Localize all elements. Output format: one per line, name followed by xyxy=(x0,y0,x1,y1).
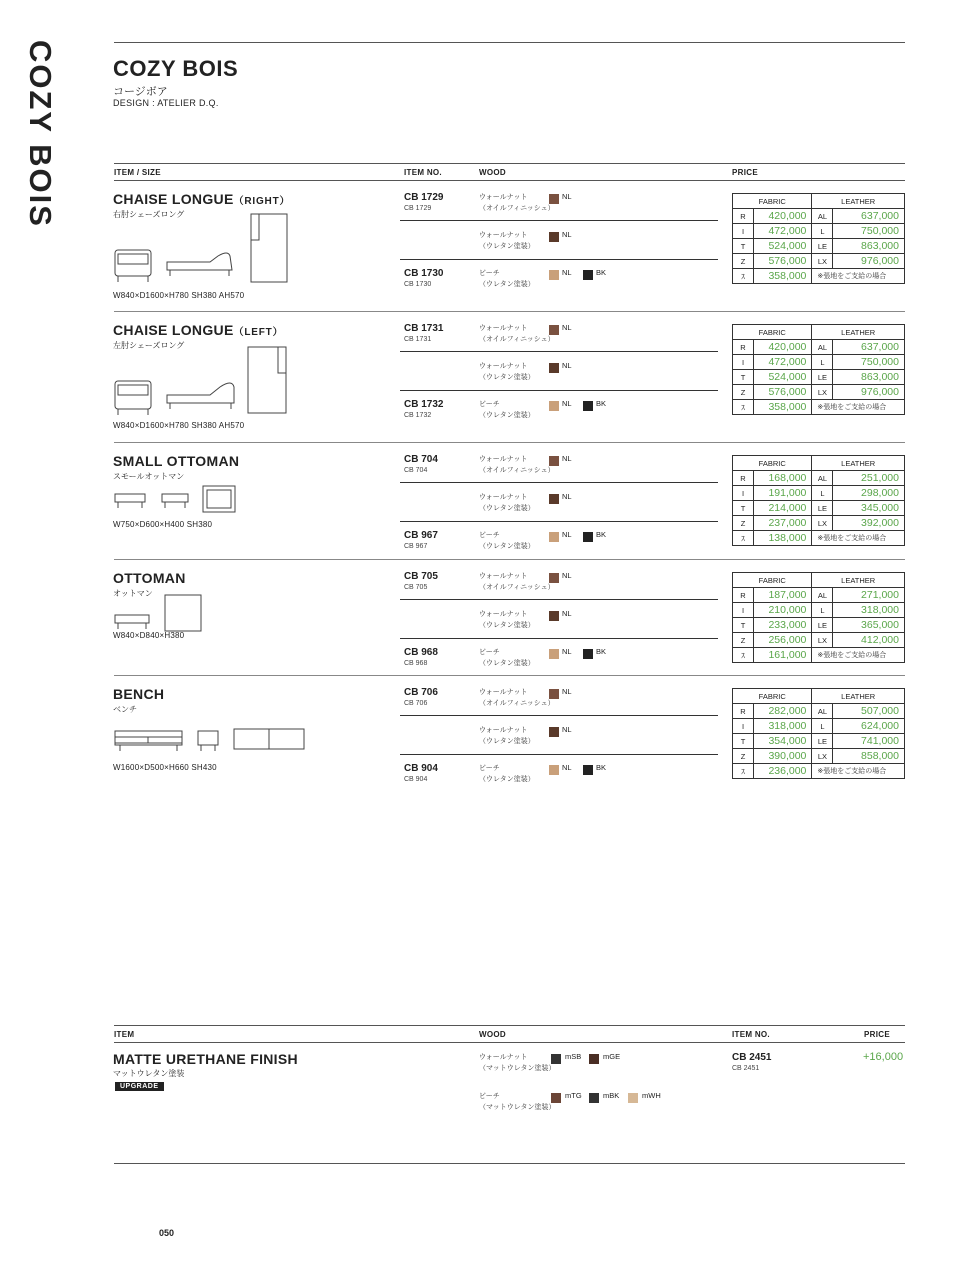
price-value-leather: 318,000 xyxy=(833,603,905,618)
price-grade: I xyxy=(733,486,754,501)
price-value-fabric: 282,000 xyxy=(754,704,812,719)
price-value-fabric: 168,000 xyxy=(754,471,812,486)
col-header-itemno: ITEM NO. xyxy=(404,168,442,177)
swatch-beech-bk xyxy=(583,270,593,280)
price-grade: ｽ xyxy=(733,531,754,546)
wood-divider xyxy=(400,599,718,600)
wood-walnut-urethane: ウォールナット （ウレタン塗装） xyxy=(479,494,535,512)
price-grade: T xyxy=(733,370,754,385)
upgrade-rule-bottom xyxy=(114,1163,905,1164)
item-number-sub: CB 904 xyxy=(404,776,428,783)
swatch-label-nl: NL xyxy=(562,399,572,408)
price-value-fabric: 354,000 xyxy=(754,734,812,749)
price-value-supply: 138,000 xyxy=(754,531,812,546)
itemno-divider xyxy=(400,638,718,639)
swatch-label-nl: NL xyxy=(562,361,572,370)
price-table xyxy=(732,688,905,779)
price-grade: LX xyxy=(812,749,833,764)
upgrade-item-number: CB 2451 xyxy=(732,1052,772,1063)
swatch-label-nl: NL xyxy=(562,492,572,501)
price-grade: T xyxy=(733,734,754,749)
price-value-fabric: 237,000 xyxy=(754,516,812,531)
swatch-beech-bk xyxy=(583,532,593,542)
price-grade: ｽ xyxy=(733,269,754,284)
wood-beech: ビーチ （ウレタン塗装） xyxy=(479,765,535,783)
upgrade-header-wood: WOOD xyxy=(479,1030,506,1039)
price-header-leather: LEATHER xyxy=(812,573,905,588)
leather-supply-note: ※張地をご支給の場合 xyxy=(812,400,905,415)
swatch-label-nl: NL xyxy=(562,230,572,239)
product-name-jp: オットマン xyxy=(113,589,153,598)
price-value-fabric: 187,000 xyxy=(754,588,812,603)
swatch-mbk xyxy=(589,1093,599,1103)
price-value-fabric: 472,000 xyxy=(754,355,812,370)
price-value-fabric: 576,000 xyxy=(754,254,812,269)
price-grade: LE xyxy=(812,734,833,749)
swatch-beech-nl xyxy=(549,765,559,775)
wood-walnut-urethane: ウォールナット （ウレタン塗装） xyxy=(479,727,535,745)
swatch-label-bk: BK xyxy=(596,268,607,277)
swatch-label-nl: NL xyxy=(562,268,572,277)
upgrade-header-itemno: ITEM NO. xyxy=(732,1030,770,1039)
price-value-fabric: 191,000 xyxy=(754,486,812,501)
price-value-leather: 365,000 xyxy=(833,618,905,633)
price-grade: LX xyxy=(812,385,833,400)
price-value-supply: 358,000 xyxy=(754,400,812,415)
price-value-fabric: 576,000 xyxy=(754,385,812,400)
product-name: SMALL OTTOMAN xyxy=(113,453,240,469)
swatch-label-nl: NL xyxy=(562,687,572,696)
price-grade: LE xyxy=(812,370,833,385)
swatch-mtg xyxy=(551,1093,561,1103)
price-grade: R xyxy=(733,471,754,486)
leather-supply-note: ※張地をご支給の場合 xyxy=(812,269,905,284)
price-grade: I xyxy=(733,224,754,239)
price-value-supply: 236,000 xyxy=(754,764,812,779)
col-header-wood: WOOD xyxy=(479,168,506,177)
price-grade: Z xyxy=(733,385,754,400)
price-value-fabric: 318,000 xyxy=(754,719,812,734)
upgrade-item-number-sub: CB 2451 xyxy=(732,1065,760,1072)
item-number-sub: CB 704 xyxy=(404,467,428,474)
swatch-label-nl: NL xyxy=(562,763,572,772)
wood-walnut-urethane: ウォールナット （ウレタン塗装） xyxy=(479,363,535,381)
product-illustration xyxy=(110,343,300,428)
price-grade: T xyxy=(733,239,754,254)
swatch-label-bk: BK xyxy=(596,763,607,772)
price-grade: AL xyxy=(812,588,833,603)
wood-beech: ビーチ （ウレタン塗装） xyxy=(479,649,535,667)
item-number: CB 704 xyxy=(404,454,438,465)
price-value-leather: 863,000 xyxy=(833,370,905,385)
price-grade: T xyxy=(733,501,754,516)
product-dimensions: W750×D600×H400 SH380 xyxy=(113,520,213,529)
collection-kana: コージボア xyxy=(113,86,168,98)
price-value-fabric: 256,000 xyxy=(754,633,812,648)
price-grade: LX xyxy=(812,633,833,648)
swatch-walnut-urethane xyxy=(549,727,559,737)
price-value-leather: 298,000 xyxy=(833,486,905,501)
price-grade: L xyxy=(812,355,833,370)
price-value-fabric: 233,000 xyxy=(754,618,812,633)
upgrade-rule-top xyxy=(114,1025,905,1026)
price-table xyxy=(732,324,905,415)
swatch-label-mge: mGE xyxy=(603,1052,621,1061)
price-grade: L xyxy=(812,224,833,239)
item-number-sub: CB 1729 xyxy=(404,205,432,212)
price-value-leather: 392,000 xyxy=(833,516,905,531)
price-header-leather: LEATHER xyxy=(812,325,905,340)
swatch-walnut-oil xyxy=(549,325,559,335)
swatch-mwh xyxy=(628,1093,638,1103)
item-number-sub: CB 705 xyxy=(404,584,428,591)
wood-walnut-oil: ウォールナット （オイルフィニッシュ） xyxy=(479,689,555,707)
price-header-fabric: FABRIC xyxy=(733,573,812,588)
product-illustration xyxy=(110,210,300,295)
product-name-jp: ベンチ xyxy=(113,705,137,714)
price-value-leather: 637,000 xyxy=(833,209,905,224)
swatch-label-nl: NL xyxy=(562,454,572,463)
wood-walnut-urethane: ウォールナット （ウレタン塗装） xyxy=(479,232,535,250)
price-grade: R xyxy=(733,340,754,355)
price-grade: I xyxy=(733,603,754,618)
price-grade: Z xyxy=(733,749,754,764)
price-value-supply: 358,000 xyxy=(754,269,812,284)
wood-walnut-oil: ウォールナット （オイルフィニッシュ） xyxy=(479,573,555,591)
price-grade: L xyxy=(812,603,833,618)
wood-walnut-urethane: ウォールナット （ウレタン塗装） xyxy=(479,611,535,629)
product-name-jp: 左肘シェーズロング xyxy=(113,341,185,350)
price-header-leather: LEATHER xyxy=(812,456,905,471)
price-value-leather: 750,000 xyxy=(833,224,905,239)
price-header-leather: LEATHER xyxy=(812,689,905,704)
item-number: CB 706 xyxy=(404,687,438,698)
leather-supply-note: ※張地をご支給の場合 xyxy=(812,764,905,779)
col-header-price: PRICE xyxy=(732,168,758,177)
item-number: CB 967 xyxy=(404,530,438,541)
header-rule-bottom xyxy=(114,180,905,181)
product-dimensions: W840×D1600×H780 SH380 AH570 xyxy=(113,421,245,430)
price-grade: ｽ xyxy=(733,648,754,663)
price-table xyxy=(732,572,905,663)
side-brand-title: COZY BOIS xyxy=(23,40,58,228)
price-value-fabric: 210,000 xyxy=(754,603,812,618)
price-value-fabric: 524,000 xyxy=(754,370,812,385)
item-number: CB 1732 xyxy=(404,399,444,410)
swatch-label-nl: NL xyxy=(562,647,572,656)
price-grade: ｽ xyxy=(733,764,754,779)
swatch-label-nl: NL xyxy=(562,609,572,618)
swatch-beech-bk xyxy=(583,765,593,775)
price-value-leather: 741,000 xyxy=(833,734,905,749)
product-name-jp: 右肘シェーズロング xyxy=(113,210,185,219)
price-header-leather: LEATHER xyxy=(812,194,905,209)
wood-walnut-oil: ウォールナット （オイルフィニッシュ） xyxy=(479,325,555,343)
upgrade-name: MATTE URETHANE FINISH xyxy=(113,1051,298,1067)
item-number-sub: CB 1731 xyxy=(404,336,432,343)
leather-supply-note: ※張地をご支給の場合 xyxy=(812,648,905,663)
swatch-walnut-urethane xyxy=(549,611,559,621)
price-grade: ｽ xyxy=(733,400,754,415)
price-value-leather: 750,000 xyxy=(833,355,905,370)
price-grade: I xyxy=(733,719,754,734)
price-value-fabric: 420,000 xyxy=(754,209,812,224)
swatch-label-nl: NL xyxy=(562,725,572,734)
item-number-sub: CB 706 xyxy=(404,700,428,707)
price-value-leather: 412,000 xyxy=(833,633,905,648)
designer-credit: DESIGN : ATELIER D.Q. xyxy=(113,98,219,108)
col-header-item: ITEM / SIZE xyxy=(114,168,161,177)
header-rule-top xyxy=(114,163,905,164)
price-header-fabric: FABRIC xyxy=(733,194,812,209)
section-divider xyxy=(114,675,905,676)
item-number-sub: CB 967 xyxy=(404,543,428,550)
swatch-label-bk: BK xyxy=(596,530,607,539)
swatch-mge xyxy=(589,1054,599,1064)
price-grade: AL xyxy=(812,471,833,486)
price-value-leather: 345,000 xyxy=(833,501,905,516)
price-grade: L xyxy=(812,486,833,501)
swatch-label-nl: NL xyxy=(562,192,572,201)
product-name-jp: スモールオットマン xyxy=(113,472,185,481)
swatch-walnut-urethane xyxy=(549,363,559,373)
swatch-msb xyxy=(551,1054,561,1064)
swatch-label-bk: BK xyxy=(596,399,607,408)
product-dimensions: W1600×D500×H660 SH430 xyxy=(113,763,217,772)
item-number-sub: CB 1730 xyxy=(404,281,432,288)
page-number: 050 xyxy=(159,1228,175,1238)
price-grade: LX xyxy=(812,516,833,531)
price-value-fabric: 472,000 xyxy=(754,224,812,239)
swatch-label-nl: NL xyxy=(562,571,572,580)
price-grade: Z xyxy=(733,254,754,269)
item-number-sub: CB 968 xyxy=(404,660,428,667)
price-grade: AL xyxy=(812,704,833,719)
swatch-beech-nl xyxy=(549,532,559,542)
price-grade: Z xyxy=(733,516,754,531)
product-dimensions: W840×D840×H380 xyxy=(113,631,185,640)
price-grade: R xyxy=(733,704,754,719)
price-grade: AL xyxy=(812,209,833,224)
swatch-label-mbk: mBK xyxy=(603,1091,620,1100)
wood-walnut-oil: ウォールナット （オイルフィニッシュ） xyxy=(479,456,555,474)
swatch-beech-nl xyxy=(549,401,559,411)
price-header-fabric: FABRIC xyxy=(733,456,812,471)
price-table xyxy=(732,455,905,546)
price-grade: LE xyxy=(812,501,833,516)
product-illustration xyxy=(110,721,310,766)
swatch-label-mtg: mTG xyxy=(565,1091,582,1100)
wood-divider xyxy=(400,715,718,716)
swatch-walnut-oil xyxy=(549,573,559,583)
wood-beech: ビーチ （ウレタン塗装） xyxy=(479,401,535,419)
item-number: CB 1730 xyxy=(404,268,444,279)
price-grade: R xyxy=(733,588,754,603)
price-value-leather: 251,000 xyxy=(833,471,905,486)
swatch-walnut-urethane xyxy=(549,494,559,504)
upgrade-header-item: ITEM xyxy=(114,1030,135,1039)
itemno-divider xyxy=(400,754,718,755)
swatch-label-mwh: mWH xyxy=(642,1091,661,1100)
price-value-leather: 976,000 xyxy=(833,385,905,400)
upgrade-price: +16,000 xyxy=(863,1051,904,1063)
wood-beech: ビーチ （ウレタン塗装） xyxy=(479,270,535,288)
price-value-fabric: 390,000 xyxy=(754,749,812,764)
swatch-walnut-oil xyxy=(549,456,559,466)
swatch-label-bk: BK xyxy=(596,647,607,656)
product-dimensions: W840×D1600×H780 SH380 AH570 xyxy=(113,291,245,300)
upgrade-badge: UPGRADE xyxy=(115,1082,164,1091)
price-value-leather: 863,000 xyxy=(833,239,905,254)
price-value-fabric: 524,000 xyxy=(754,239,812,254)
itemno-divider xyxy=(400,259,718,260)
upgrade-rule-mid xyxy=(114,1042,905,1043)
item-number: CB 1729 xyxy=(404,192,444,203)
swatch-label-msb: mSB xyxy=(565,1052,582,1061)
swatch-label-nl: NL xyxy=(562,530,572,539)
wood-beech: ビーチ （ウレタン塗装） xyxy=(479,532,535,550)
price-value-leather: 271,000 xyxy=(833,588,905,603)
section-divider xyxy=(114,311,905,312)
swatch-walnut-urethane xyxy=(549,232,559,242)
price-value-fabric: 214,000 xyxy=(754,501,812,516)
price-grade: AL xyxy=(812,340,833,355)
product-name: BENCH xyxy=(113,686,165,702)
price-table xyxy=(732,193,905,284)
upgrade-header-price: PRICE xyxy=(864,1030,890,1039)
price-value-leather: 507,000 xyxy=(833,704,905,719)
price-grade: LE xyxy=(812,618,833,633)
itemno-divider xyxy=(400,390,718,391)
price-grade: LX xyxy=(812,254,833,269)
item-number-sub: CB 1732 xyxy=(404,412,432,419)
price-grade: T xyxy=(733,618,754,633)
price-value-supply: 161,000 xyxy=(754,648,812,663)
product-name: OTTOMAN xyxy=(113,570,186,586)
price-value-leather: 976,000 xyxy=(833,254,905,269)
price-grade: Z xyxy=(733,633,754,648)
swatch-label-nl: NL xyxy=(562,323,572,332)
item-number: CB 705 xyxy=(404,571,438,582)
swatch-walnut-oil xyxy=(549,194,559,204)
price-grade: R xyxy=(733,209,754,224)
leather-supply-note: ※張地をご支給の場合 xyxy=(812,531,905,546)
swatch-beech-nl xyxy=(549,649,559,659)
swatch-beech-bk xyxy=(583,401,593,411)
top-rule xyxy=(114,42,905,43)
section-divider xyxy=(114,442,905,443)
swatch-beech-nl xyxy=(549,270,559,280)
product-name: CHAISE LONGUE（LEFT） xyxy=(113,322,284,338)
collection-title: COZY BOIS xyxy=(113,56,239,81)
wood-divider xyxy=(400,220,718,221)
price-grade: I xyxy=(733,355,754,370)
section-divider xyxy=(114,559,905,560)
item-number: CB 904 xyxy=(404,763,438,774)
price-header-fabric: FABRIC xyxy=(733,689,812,704)
swatch-walnut-oil xyxy=(549,689,559,699)
itemno-divider xyxy=(400,521,718,522)
price-value-leather: 637,000 xyxy=(833,340,905,355)
product-name: CHAISE LONGUE（RIGHT） xyxy=(113,191,291,207)
price-grade: L xyxy=(812,719,833,734)
price-value-fabric: 420,000 xyxy=(754,340,812,355)
upgrade-name-jp: マットウレタン塗装 xyxy=(113,1069,185,1078)
price-value-leather: 858,000 xyxy=(833,749,905,764)
swatch-beech-bk xyxy=(583,649,593,659)
item-number: CB 1731 xyxy=(404,323,444,334)
wood-divider xyxy=(400,482,718,483)
wood-walnut-oil: ウォールナット （オイルフィニッシュ） xyxy=(479,194,555,212)
upgrade-wood-beech: ビーチ （マットウレタン塗装） xyxy=(479,1093,556,1111)
price-value-leather: 624,000 xyxy=(833,719,905,734)
wood-divider xyxy=(400,351,718,352)
price-grade: LE xyxy=(812,239,833,254)
item-number: CB 968 xyxy=(404,647,438,658)
price-header-fabric: FABRIC xyxy=(733,325,812,340)
upgrade-wood-walnut: ウォールナット （マットウレタン塗装） xyxy=(479,1054,556,1072)
